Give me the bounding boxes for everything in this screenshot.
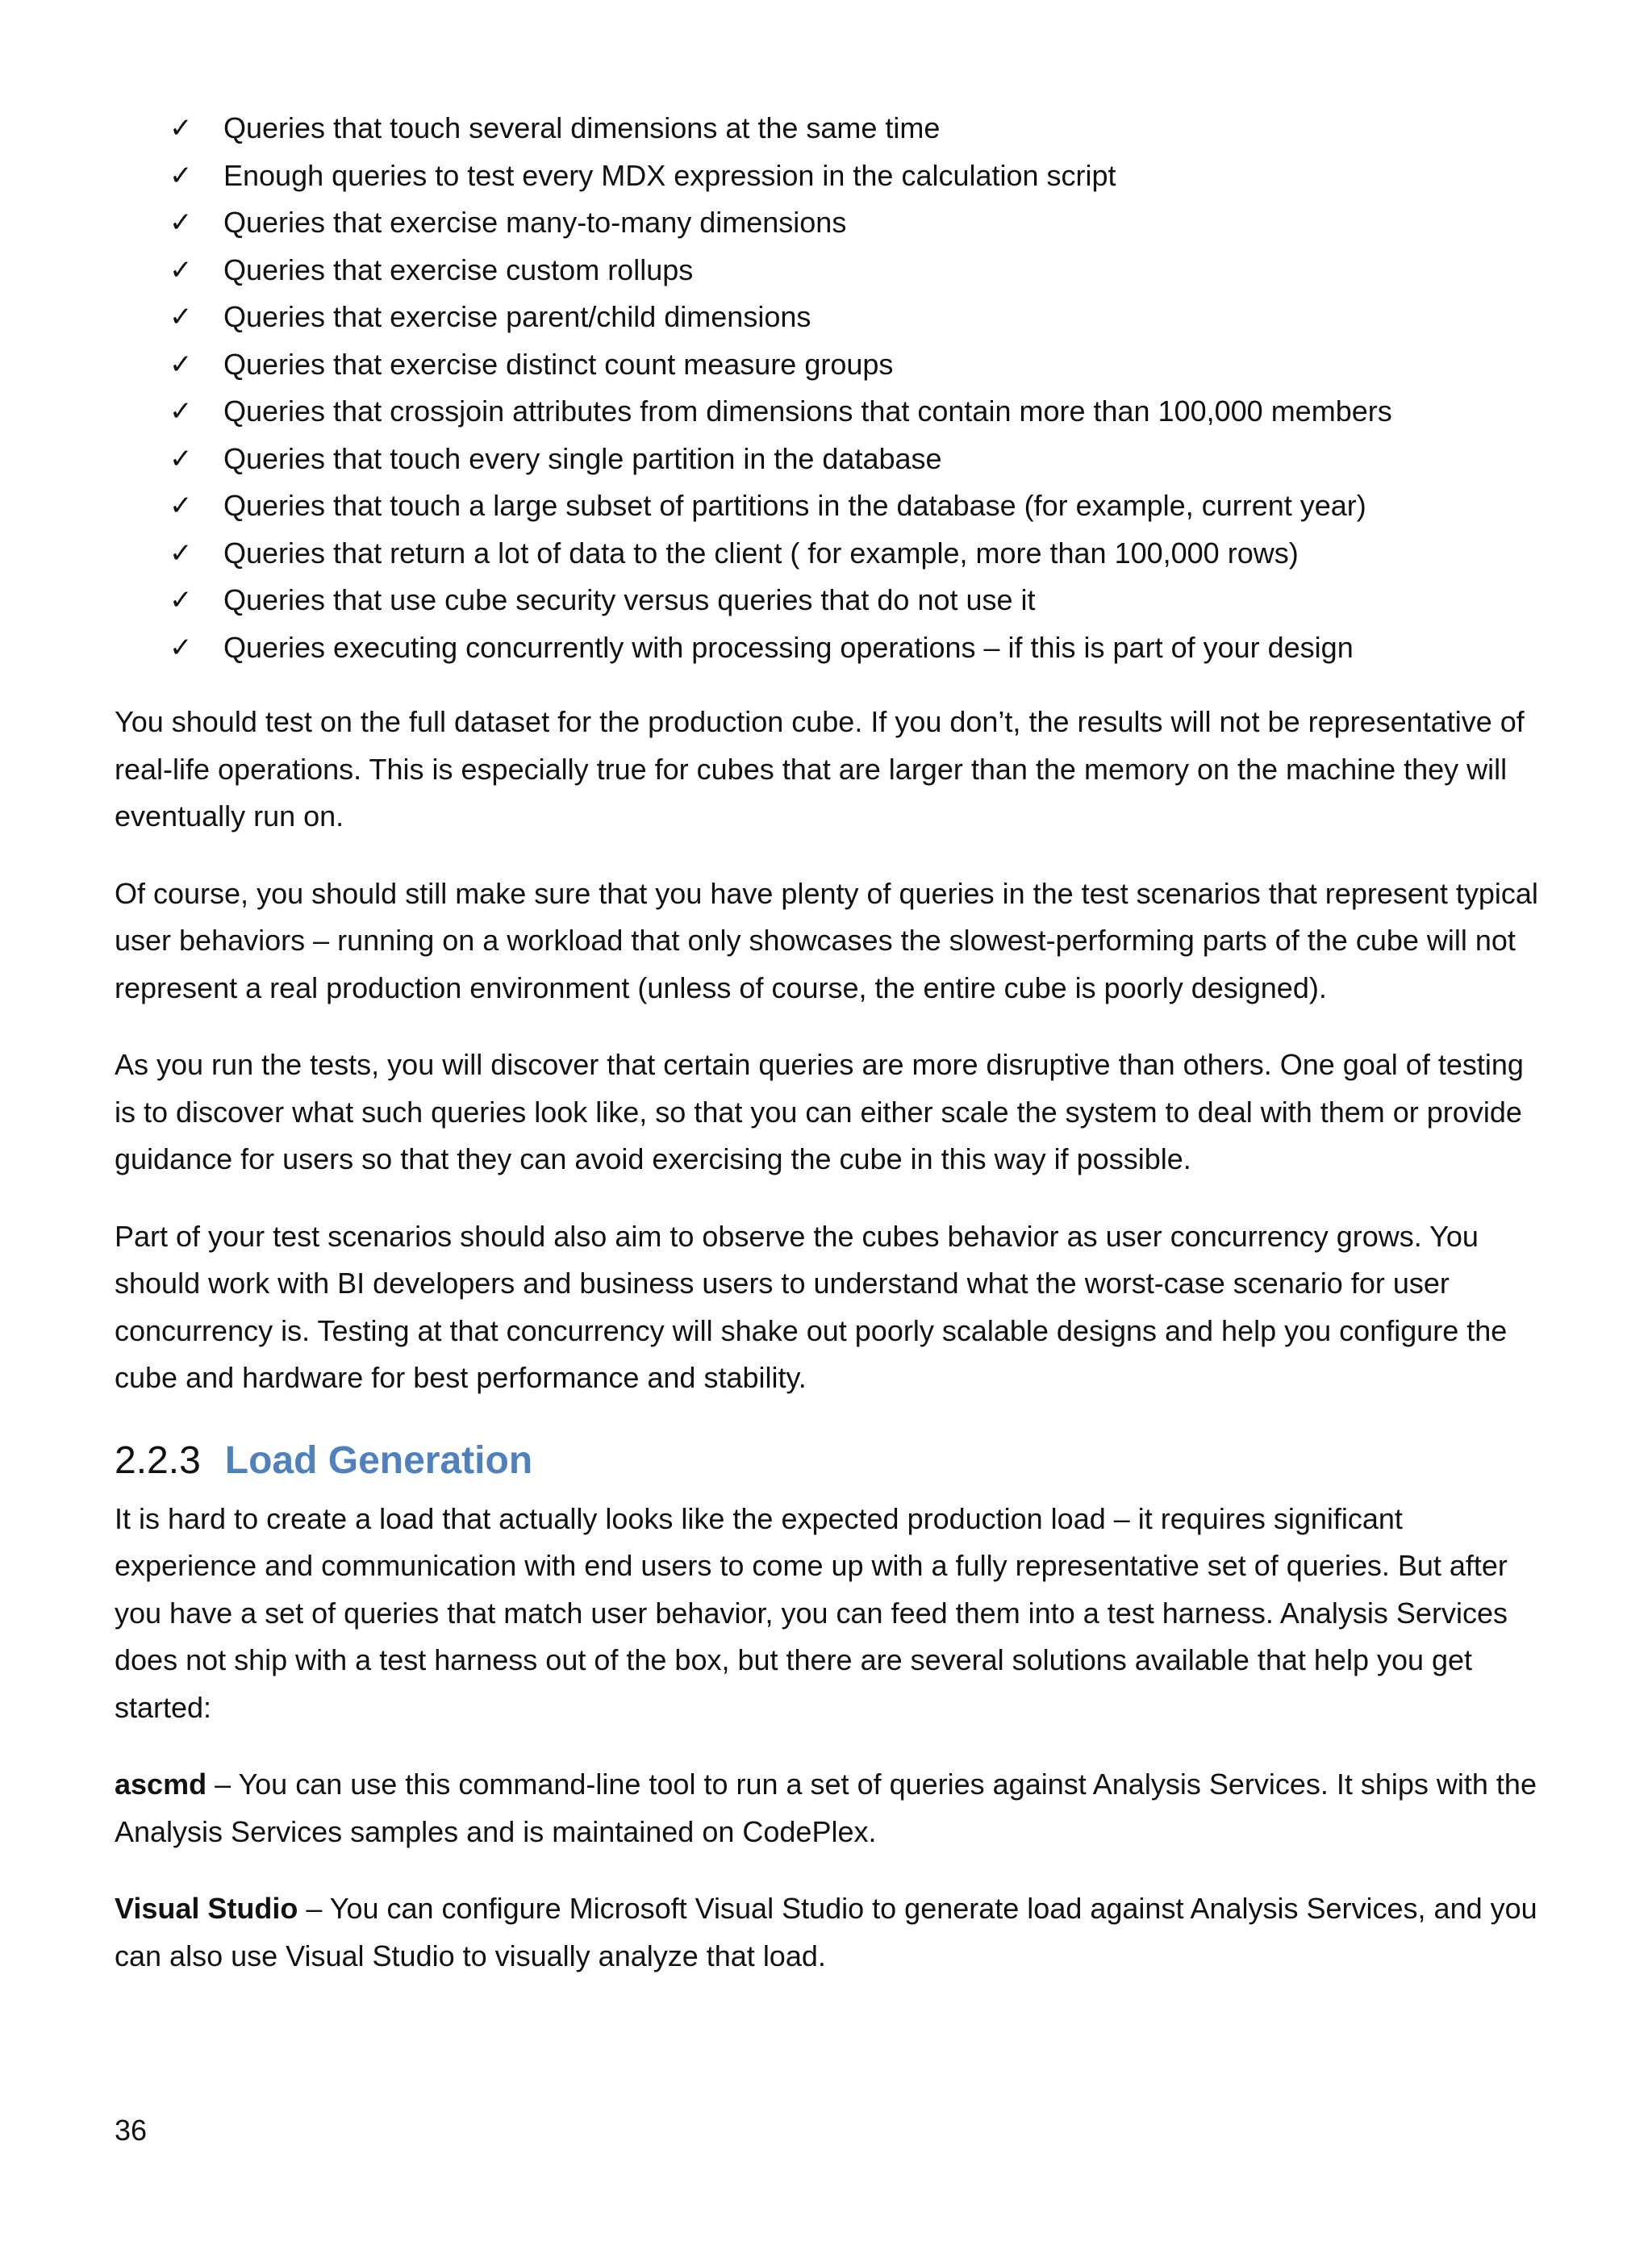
checklist-item-text: Queries that touch several dimensions at the same time <box>223 111 941 144</box>
checkmark-icon: ✓ <box>169 301 193 333</box>
checkmark-icon: ✓ <box>169 490 193 522</box>
checklist-item <box>115 388 1542 436</box>
checklist-item <box>115 152 1542 200</box>
checkmark-icon: ✓ <box>169 112 193 144</box>
checklist-item-text: Queries that crossjoin attributes from dimensions that contain more than 100,000 members <box>223 394 1392 428</box>
checkmark-icon: ✓ <box>169 253 193 286</box>
paragraph-typical-behaviors: Of course, you should still make sure that you have plenty of queries in the test scenarios that represent typical user behaviors – running on a workload that only showcases the slowest-performing parts of the cube will not represent a real production environment (unless of course, the entire cube is poorly designed). <box>115 876 1538 1004</box>
checklist-item <box>115 436 1542 483</box>
document-page <box>115 105 1542 2010</box>
checkmark-icon: ✓ <box>169 536 193 570</box>
checkmark-icon: ✓ <box>169 584 193 616</box>
checklist-item-text: Queries that exercise parent/child dimensions <box>223 300 811 333</box>
checklist-item <box>115 482 1542 530</box>
checklist-item-text: Queries executing concurrently with processing operations – if this is part of your design <box>223 630 1354 664</box>
test-query-checklist <box>115 105 1542 671</box>
checklist-item-text: Queries that use cube security versus queries that do not use it <box>223 583 1036 616</box>
checklist-item-text: Queries that touch every single partition in the database <box>223 441 942 475</box>
checklist-item <box>115 199 1542 247</box>
section-heading <box>115 1436 1542 1486</box>
checklist-item <box>115 341 1542 389</box>
paragraph-full-dataset: You should test on the full dataset for the production cube. If you don’t, the results will not be representative of real-life operations. This is especially true for cubes that are larger than the memory on the machine they will eventually run on. <box>115 705 1525 833</box>
tool-description: – You can use this command-line tool to run a set of queries against Analysis Services. It ships with the Analysis Services samples and is maintained on CodePlex. <box>115 1768 1537 1848</box>
checklist-item-text: Queries that exercise distinct count measure groups <box>223 347 894 381</box>
checklist-item-text: Queries that exercise many-to-many dimensions <box>223 206 847 239</box>
checklist-item <box>115 577 1542 624</box>
paragraph-user-concurrency: Part of your test scenarios should also aim to observe the cubes behavior as user concurrency grows. You should work with BI developers and business users to understand what the worst-case scenario for user concurrency is. Testing at that concurrency will shake out poorly scalable designs and help you configure the cube and hardware for best performance and stability. <box>115 1219 1508 1394</box>
checkmark-icon: ✓ <box>169 442 193 475</box>
checkmark-icon: ✓ <box>169 207 193 239</box>
section-number: 2.2.3 <box>115 1438 201 1482</box>
checkmark-icon: ✓ <box>169 395 193 428</box>
checklist-item <box>115 247 1542 294</box>
tool-description: – You can configure Microsoft Visual Studio to generate load against Analysis Services, and you can also use Visual Studio to visually analyze that load. <box>115 1892 1537 1972</box>
checkmark-icon: ✓ <box>169 159 193 192</box>
section-title: Load Generation <box>224 1438 533 1482</box>
checklist-item <box>115 105 1542 152</box>
checklist-item <box>115 624 1542 672</box>
paragraph-tool-ascmd <box>115 1761 1542 1855</box>
checklist-item <box>115 294 1542 341</box>
paragraph-load-intro: It is hard to create a load that actually looks like the expected production load – it requires significant experience and communication with end users to come up with a fully representative set of queries. But after you have a set of queries that match user behavior, you can feed them into a test harness. Analysis Services does not ship with a test harness out of the box, but there are several solutions available that help you get started: <box>115 1501 1508 1724</box>
tool-term: ascmd <box>115 1768 207 1801</box>
paragraph-tool-visual-studio <box>115 1885 1542 1980</box>
paragraph-disruptive-queries: As you run the tests, you will discover that certain queries are more disruptive than others. One goal of testing is to discover what such queries look like, so that you can either scale the system to deal with them or provide guidance for users so that they can avoid exercising the cube in this way if possible. <box>115 1048 1524 1175</box>
checklist-item <box>115 530 1542 578</box>
checklist-item-text: Enough queries to test every MDX expression in the calculation script <box>223 158 1116 192</box>
page-number: 36 <box>115 2114 148 2147</box>
checklist-item-text: Queries that exercise custom rollups <box>223 253 694 286</box>
checkmark-icon: ✓ <box>169 631 193 664</box>
checklist-item-text: Queries that touch a large subset of partitions in the database (for example, current year) <box>223 489 1366 522</box>
checkmark-icon: ✓ <box>169 348 193 381</box>
checklist-item-text: Queries that return a lot of data to the client ( for example, more than 100,000 rows) <box>223 536 1299 570</box>
tool-term: Visual Studio <box>115 1892 298 1925</box>
